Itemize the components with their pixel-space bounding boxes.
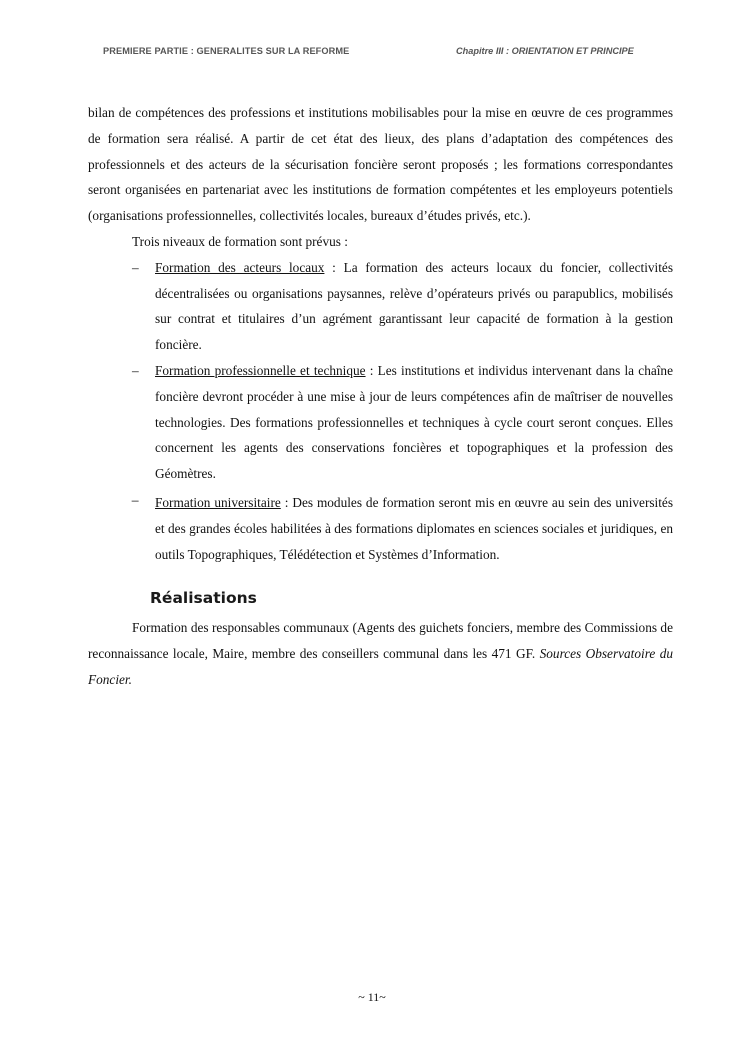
page-number: ~ 11~	[358, 990, 386, 1004]
bullet-text: : Des modules de formation seront mis en œuvre au sein des universités et des grandes écoles habilitées à des formations diplomates en sciences sociales et juridiques, en outils Topographiques, Télédétection et Systèmes d’Information.	[155, 494, 674, 562]
dash-bullet-icon: –	[132, 259, 139, 275]
bullet-title: Formation des acteurs locaux	[155, 259, 325, 275]
list-item	[88, 255, 673, 358]
source-citation: Sources Observatoire du Foncier.	[88, 646, 673, 687]
section-title: Réalisations	[150, 589, 257, 608]
section-paragraph	[88, 615, 673, 692]
bullet-title: Formation professionnelle et technique	[155, 362, 366, 378]
section-paragraph-text: Formation des responsables communaux (Agents des guichets fonciers, membre des Commissions de reconnaissance locale, Maire, membre des conseillers communal dans les 471 GF.	[88, 620, 673, 662]
page-body	[88, 100, 673, 693]
bullet-text: : La formation des acteurs locaux du foncier, collectivités décentralisées ou organisations paysannes, relève d’opérateurs privés ou parapublics, mobilisés sur contrat et titulaires d’un agrément garantissant leur capacité de formation à la gestion foncière.	[155, 259, 674, 353]
header-part-title: PREMIERE PARTIE : GENERALITES SUR LA REFORME	[103, 46, 350, 56]
bullet-text: : Les institutions et individus intervenant dans la chaîne foncière devront procéder à une mise à jour de leurs compétences afin de maîtriser de nouvelles technologies. Des formations professionnelles et techniques à cycle court seront conçues. Elles concernent les agents des conservations foncières et topographiques et la profession des Géomètres.	[155, 362, 673, 482]
page-header	[0, 46, 744, 60]
bullet-title: Formation universitaire	[155, 494, 281, 510]
dash-bullet-icon: −	[131, 493, 140, 510]
intro-paragraph: bilan de compétences des professions et institutions mobilisables pour la mise en œuvre de ces programmes de formation sera réalisé. A partir de cet état des lieux, des plans d’adaptation des compétences des professionnels et des acteurs de la sécurisation foncière seront proposés ; les formations correspondantes seront organisées en partenariat avec les institutions de formation compétentes et les employeurs potentiels (organisations professionnelles, collectivités locales, bureaux d’études privés, etc.).	[88, 105, 673, 224]
header-chapter-title: Chapitre III : ORIENTATION ET PRINCIPE	[456, 46, 634, 56]
dash-bullet-icon: –	[132, 362, 139, 378]
list-item	[88, 490, 673, 567]
training-levels-list	[88, 255, 673, 568]
list-item	[88, 358, 673, 487]
levels-intro: Trois niveaux de formation sont prévus :	[132, 233, 348, 249]
